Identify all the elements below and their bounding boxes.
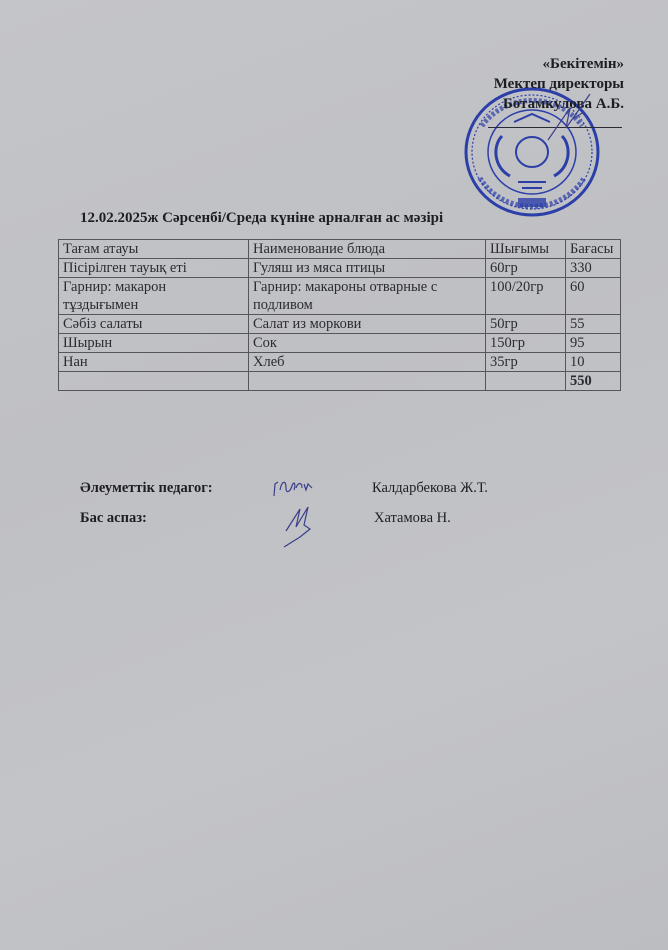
dish-price: 60 [566,278,621,315]
approval-position: Мектеп директоры [493,76,624,92]
chef-signature-icon [280,503,320,549]
pedagog-signature-icon [272,476,314,500]
signature-label: Әлеуметтік педагог: [80,480,213,496]
table-row [59,278,621,315]
header-russian-name: Наименование блюда [249,240,486,259]
dish-russian: Салат из моркови [249,315,486,334]
total-empty-cell [59,372,249,391]
header-price: Бағасы [566,240,621,259]
dish-price: 55 [566,315,621,334]
header-portion: Шығымы [486,240,566,259]
total-price: 550 [566,372,621,391]
signature-row-chef [0,510,668,530]
dish-russian: Гарнир: макароны отварные с подливом [249,278,486,315]
table-row [59,334,621,353]
menu-table [58,239,621,391]
total-empty-cell [249,372,486,391]
dish-russian: Хлеб [249,353,486,372]
director-signature-icon [540,88,600,148]
signatory-name: Хатамова Н. [374,510,451,526]
dish-kazakh: Шырын [59,334,249,353]
dish-portion: 50гр [486,315,566,334]
dish-price: 330 [566,259,621,278]
table-row [59,353,621,372]
dish-kazakh: Сәбіз салаты [59,315,249,334]
dish-kazakh: Пісірілген тауық еті [59,259,249,278]
dish-price: 95 [566,334,621,353]
approval-director-name: Ботамкулова А.Б. [502,96,624,112]
approval-heading: «Бекітемін» [542,56,624,72]
dish-portion: 100/20гр [486,278,566,315]
dish-russian: Сок [249,334,486,353]
total-empty-cell [486,372,566,391]
dish-kazakh: Нан [59,353,249,372]
signature-label: Бас аспаз: [80,510,147,526]
header-kazakh-name: Тағам атауы [59,240,249,259]
dish-russian: Гуляш из мяса птицы [249,259,486,278]
dish-kazakh: Гарнир: макарон тұздығымен [59,278,249,315]
table-total-row [59,372,621,391]
table-row [59,315,621,334]
dish-portion: 35гр [486,353,566,372]
signatory-name: Калдарбекова Ж.Т. [372,480,488,496]
dish-price: 10 [566,353,621,372]
dish-portion: 60гр [486,259,566,278]
table-row [59,259,621,278]
dish-portion: 150гр [486,334,566,353]
menu-title: 12.02.2025ж Сәрсенбі/Среда күніне арналған ас мәзірі [80,210,444,226]
signature-row-pedagog [0,480,668,500]
table-header-row [59,240,621,259]
